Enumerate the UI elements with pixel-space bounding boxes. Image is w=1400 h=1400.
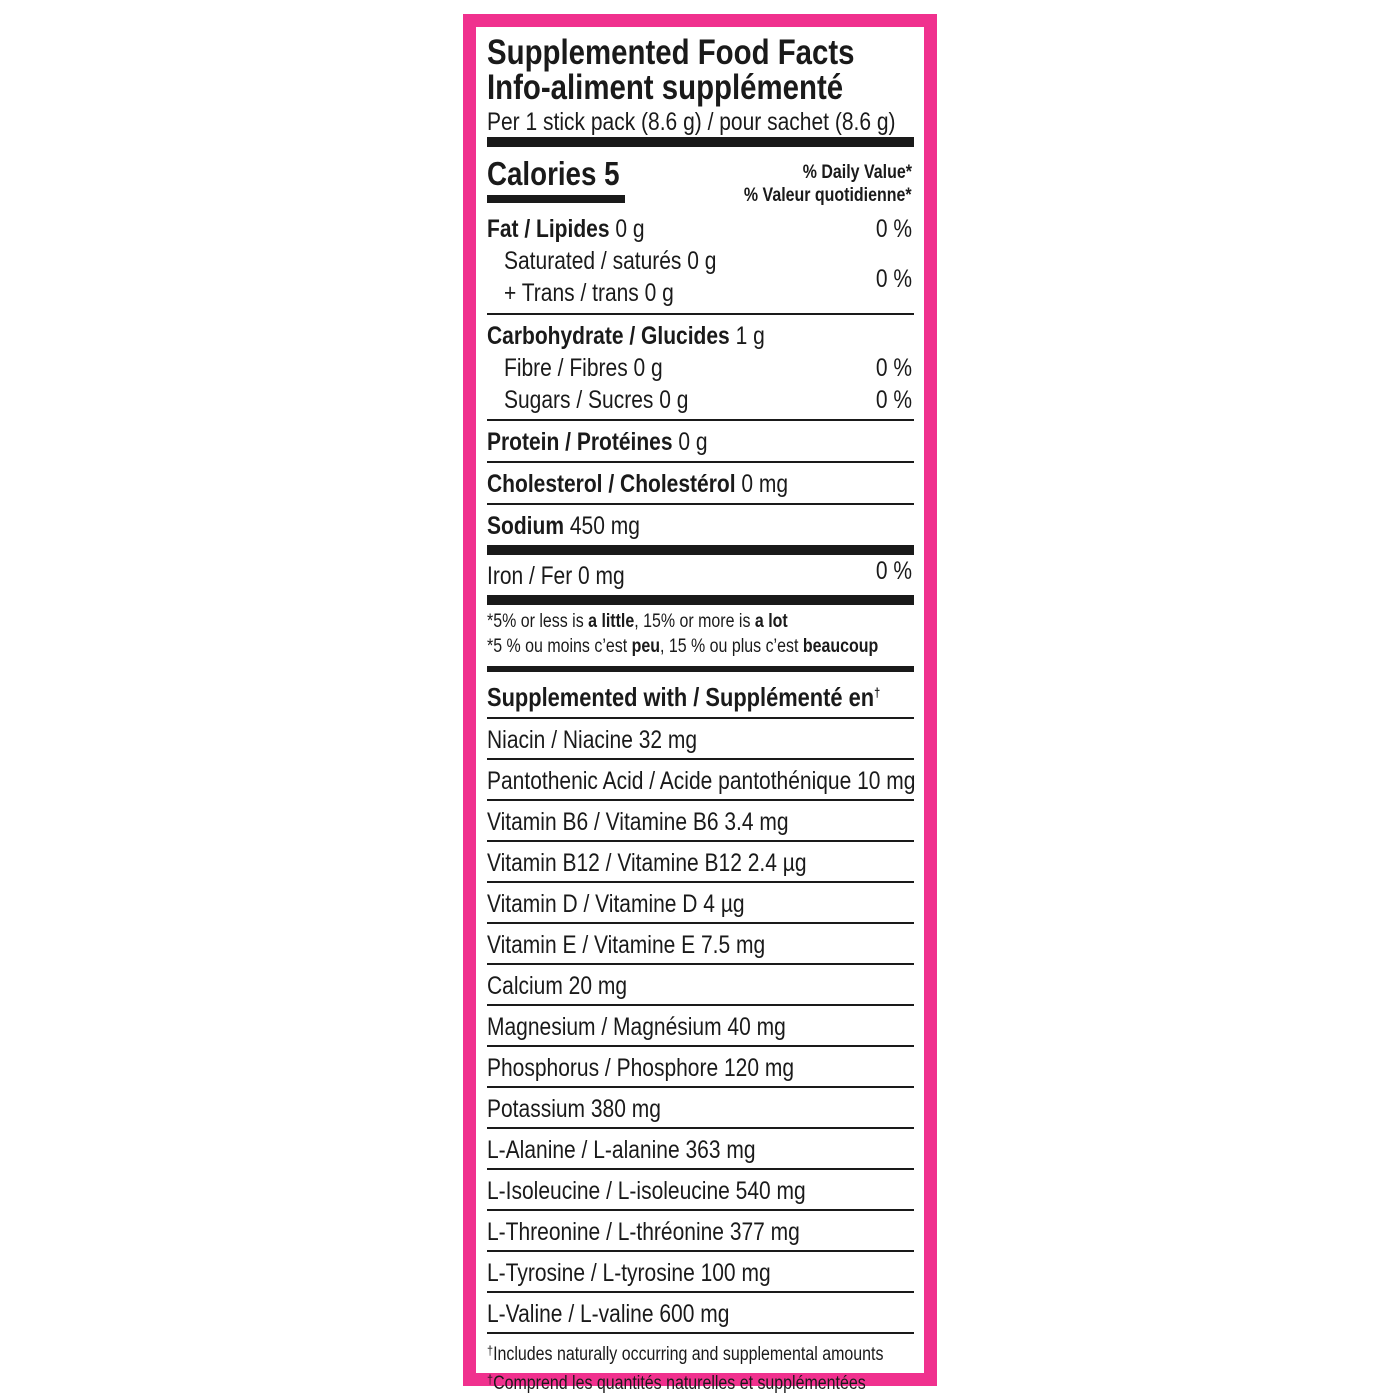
supplement-row: Vitamin D / Vitamine D 4 µg (487, 890, 745, 918)
trans-row: + Trans / trans 0 g (504, 279, 674, 307)
daily-value-footnote (487, 605, 914, 666)
food-facts-panel (487, 27, 914, 1398)
calories: Calories 5 (487, 155, 620, 192)
supplement-footnote (487, 1334, 914, 1398)
dv-fr: % Valeur quotidienne* (744, 185, 912, 206)
dv-en: % Daily Value* (802, 162, 912, 183)
fat-row: Fat / Lipides 0 g 0 % (487, 215, 912, 243)
fibre-row: Fibre / Fibres 0 g 0 % (504, 354, 912, 382)
serving-size: Per 1 stick pack (8.6 g) / pour sachet (8.6 g) (487, 108, 896, 136)
divider-thick (487, 545, 914, 555)
supplement-row: L-Threonine / L-thréonine 377 mg (487, 1218, 800, 1246)
title-en: Supplemented Food Facts (487, 33, 855, 72)
supplement-row: Phosphorus / Phosphore 120 mg (487, 1054, 795, 1082)
supplement-row: Magnesium / Magnésium 40 mg (487, 1013, 786, 1041)
footnote-fr: *5 % ou moins c’est peu, 15 % ou plus c’est beaucoup (487, 636, 879, 657)
carbohydrate-row: Carbohydrate / Glucides 1 g (487, 322, 765, 350)
divider-thick (487, 595, 914, 605)
calories-block (487, 147, 914, 211)
cholesterol-row: Cholesterol / Cholestérol 0 mg (487, 470, 789, 498)
supplement-row: L-Valine / L-valine 600 mg (487, 1300, 730, 1328)
fat-block (487, 211, 914, 313)
supplement-row: Calcium 20 mg (487, 972, 628, 1000)
supplement-row: Vitamin E / Vitamine E 7.5 mg (487, 931, 766, 959)
calories-rule (487, 195, 625, 203)
supplement-row: L-Isoleucine / L-isoleucine 540 mg (487, 1177, 806, 1205)
fat-pct: 0 % (875, 215, 912, 243)
note-en: †Includes naturally occurring and supplemental amounts (487, 1343, 884, 1365)
sodium-row: Sodium 450 mg (487, 512, 640, 540)
supplement-row: Potassium 380 mg (487, 1095, 661, 1123)
supplement-row: Vitamin B12 / Vitamine B12 2.4 µg (487, 849, 807, 877)
saturated-row: Saturated / saturés 0 g (504, 247, 717, 275)
note-fr: †Comprend les quantités naturelles et supplémentées (487, 1372, 866, 1394)
sat-trans-pct: 0 % (875, 265, 912, 293)
supplement-row: Pantothenic Acid / Acide pantothénique 10 mg (487, 767, 916, 795)
protein-row: Protein / Protéines 0 g (487, 428, 708, 456)
iron-row: Iron / Fer 0 mg 0 % (487, 557, 912, 590)
carbohydrate-block (487, 315, 914, 419)
daily-value-header (712, 161, 912, 207)
supplement-list (487, 717, 914, 1334)
label-border (463, 14, 937, 1394)
supplemented-heading: Supplemented with / Supplémenté en† (487, 682, 881, 712)
title-fr: Info-aliment supplémenté (487, 68, 844, 107)
supplement-row: Niacin / Niacine 32 mg (487, 726, 698, 754)
supplement-row: Vitamin B6 / Vitamine B6 3.4 mg (487, 808, 789, 836)
supplement-row: L-Alanine / L-alanine 363 mg (487, 1136, 756, 1164)
sugars-row: Sugars / Sucres 0 g 0 % (504, 386, 912, 414)
footnote-en: *5% or less is a little, 15% or more is a lot (487, 611, 788, 632)
divider-thick (487, 137, 914, 147)
supplement-row: L-Tyrosine / L-tyrosine 100 mg (487, 1259, 771, 1287)
